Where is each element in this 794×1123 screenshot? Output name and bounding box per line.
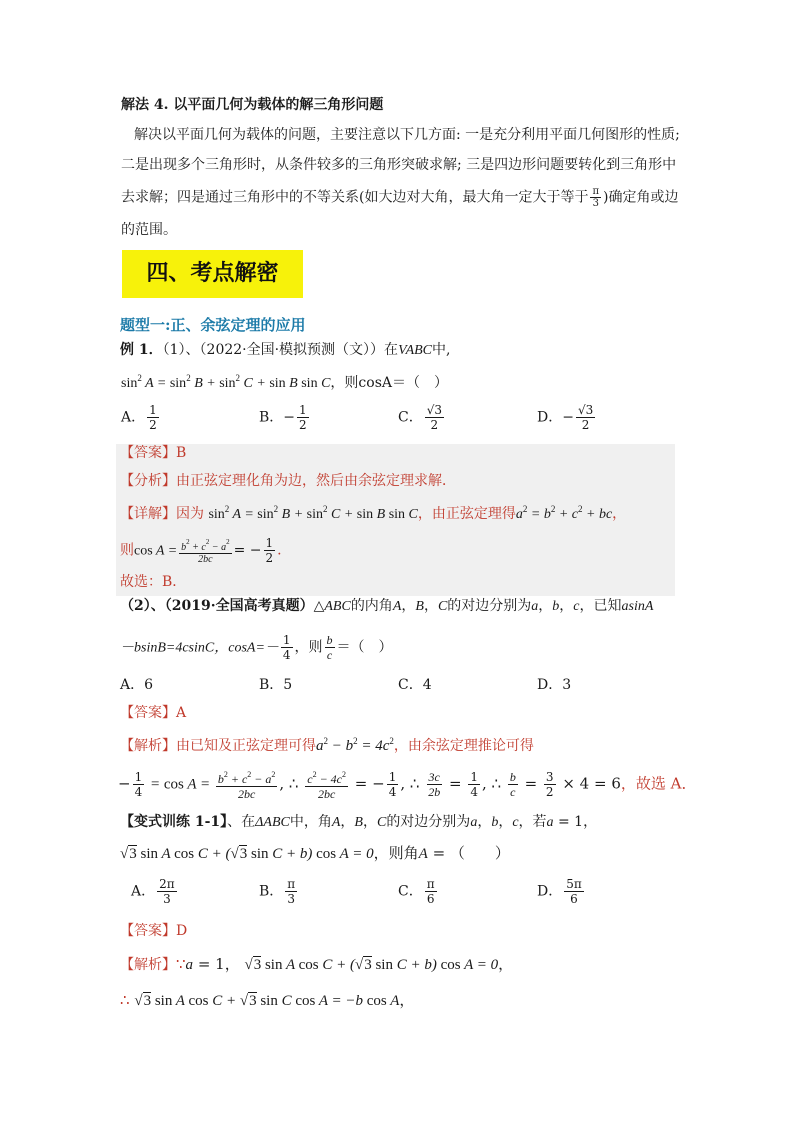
ex2-then: ，则 <box>294 639 323 656</box>
option-key: D． <box>537 677 563 693</box>
analysis-label: 【解析】 <box>120 738 176 754</box>
ex2-line2-text: －bsinB=4csinC，cosA=－ <box>120 640 279 656</box>
fraction-numerator: 2π <box>159 877 175 891</box>
method4-line4: 的范围。 <box>121 222 177 238</box>
var11-line1: 【变式训练 1-1】、在ΔABC中，角A，B，C的对边分别为a，b，c，若a = 1， <box>120 814 598 830</box>
ex1-cosA: cosA＝（ ） <box>358 375 448 391</box>
analysis-text: 由已知及正弦定理可得 <box>176 738 316 754</box>
ex2-line2 <box>120 633 393 662</box>
fraction-numerator: π <box>426 877 435 891</box>
option-fraction <box>564 877 584 906</box>
method4-title: 解法 4. 以平面几何为载体的解三角形问题 <box>121 97 384 113</box>
fraction-denominator: 2 <box>149 418 157 432</box>
ex2-abc: ABC <box>324 599 351 614</box>
ex1-detail: 【详解】因为 $\sin^2 A = \sin^2 B + \sin^2 C + \sin B$ sin C，由正弦定理得$a^2 = b^2 + c^2$ + bc， <box>120 504 627 522</box>
analysis-label: 【分析】 <box>120 473 176 489</box>
ex1-eq-tail: ，则 <box>330 375 359 391</box>
method4-line3-text: 去求解；四是通过三角形中的不等关系(如大边对大角，最大角一定大于等于 <box>121 189 589 206</box>
fraction: $\frac{3c}{2b}$ <box>428 770 441 799</box>
fraction: $\frac{3}{2}$ <box>545 770 554 799</box>
var11-text1: 中，角 <box>289 814 332 830</box>
fraction-numerator: b <box>326 633 333 647</box>
option-key: A． <box>120 677 145 693</box>
var11-analysis: 【解析】∵a = 1， √3 sin A cos C + (√3 sin C + b) cos A = 0， <box>120 955 514 973</box>
method4-line3-tail: )确定角或边 <box>603 189 679 206</box>
option-key: C． <box>398 883 423 900</box>
option-sign: − <box>562 409 574 426</box>
analysis-text-2: ，由余弦定理推论可得 <box>393 738 534 754</box>
ex2-option-c[interactable] <box>398 675 432 695</box>
var11-option-a[interactable] <box>131 877 179 906</box>
ex1-label: 例 1． <box>120 342 163 358</box>
b-over-c-fraction <box>325 633 335 662</box>
method4-line1: 解决以平面几何为载体的问题，主要注意以下几方面: 一是充分利用平面几何图形的性质; <box>134 127 680 143</box>
detail-label: 【详解】 <box>120 506 176 522</box>
ex1-zhong: 中, <box>432 342 451 358</box>
option-value: 4 <box>422 677 432 693</box>
ex2-analysis: 【解析】由已知及正弦定理可得$a^2 - b^2 = 4c^2$，由余弦定理推论可得 <box>120 736 534 754</box>
analysis-text: 由正弦定理化角为边，然后由余弦定理求解． <box>176 473 456 489</box>
var11-option-c[interactable] <box>398 877 439 906</box>
option-fraction <box>147 403 159 432</box>
ex1-option-d[interactable] <box>537 403 597 432</box>
fraction-denominator: 3 <box>163 892 171 906</box>
answer-label: 【答案】 <box>120 923 176 939</box>
ex1-triangle: VABC <box>398 343 433 358</box>
fraction-numerator: 1 <box>299 403 307 417</box>
section-title: 四、考点解密 <box>146 261 279 286</box>
fraction-numerator: 1 <box>282 633 291 647</box>
ex1-option-a[interactable] <box>121 403 161 432</box>
option-value: 3 <box>562 677 572 693</box>
option-fraction <box>297 403 309 432</box>
fraction-numerator: 5π <box>566 877 582 891</box>
fraction-denominator: 3 <box>592 198 599 209</box>
detail-text-2: ，由正弦定理得 <box>417 506 516 522</box>
answer-value: D <box>176 923 188 939</box>
fraction-denominator: 4 <box>282 648 291 662</box>
option-key: A． <box>131 883 156 900</box>
ex2-text1: 的内角 <box>350 598 393 614</box>
fraction: $\frac{c^2 - 4c^2}{2bc}$ <box>307 770 347 801</box>
ex2-paren: ＝（ ） <box>336 639 393 656</box>
fraction-denominator: 6 <box>426 892 435 906</box>
fraction-numerator: √3 <box>577 403 594 417</box>
then-text: 则 <box>120 542 134 559</box>
fraction-denominator: 3 <box>287 892 296 906</box>
fraction: $\frac{b}{c}$ <box>509 770 516 799</box>
ex2-option-d[interactable] <box>537 675 571 695</box>
ex1-choose: 故选：B． <box>120 574 187 590</box>
ex1-option-b[interactable] <box>259 403 311 432</box>
ex2-derivation: − $\frac{1}{4}$ = cos A = $\frac{b^2 + c^2 - a^2}{2bc}$ , ∴ $\frac{c^2 - 4c^2}{2bc}$ = − $\frac{1}{4}$ , ∴ $\frac{3c}{2b}$ = $\frac{1}{4}$ , ∴ $\frac{b}{c}$ = $\frac{3}{2}$ × 4 = 6，故选 A． <box>118 770 697 801</box>
option-key: C． <box>398 409 423 426</box>
ex1-option-c[interactable] <box>398 403 446 432</box>
var11-paren: （ ） <box>449 844 510 862</box>
var11-abc: ΔABC <box>255 815 290 830</box>
pi-over-3-fraction <box>590 186 601 209</box>
var11-head: 、在 <box>227 814 256 830</box>
option-fraction <box>576 403 595 432</box>
fraction-numerator: π <box>592 186 600 197</box>
var11-label: 【变式训练 1-1】 <box>120 814 228 830</box>
var11-text3: ，若 <box>518 814 547 830</box>
ex2-text2: 的对边分别为 <box>447 598 532 614</box>
option-sign: − <box>283 409 296 426</box>
ex2-text3: ，已知 <box>579 598 622 614</box>
analysis-label: 【解析】 <box>120 957 176 973</box>
ex1-analysis <box>120 471 456 491</box>
fraction-numerator: 1 <box>149 403 157 417</box>
ex2-answer <box>120 703 186 723</box>
option-key: B． <box>259 677 284 693</box>
option-fraction <box>425 877 437 906</box>
var11-therefore: ∴ √3 sin A cos C + √3 sin C cos A = −b cos A， <box>120 991 415 1009</box>
var11-text2: 的对边分别为 <box>386 814 471 830</box>
answer-label: 【答案】 <box>120 445 176 461</box>
because-symbol: ∵ <box>176 955 186 973</box>
section-banner <box>122 250 303 298</box>
therefore-symbol: ∴ <box>120 991 130 1009</box>
option-value: 5 <box>283 677 293 693</box>
fraction-denominator: c <box>326 648 333 662</box>
ex2-asinA: asinA <box>621 599 654 614</box>
neg-half-fraction: $\frac{1}{2}$ <box>265 536 274 565</box>
topic-title: 题型一:正、余弦定理的应用 <box>120 316 306 334</box>
option-fraction <box>285 877 297 906</box>
ex2-line1: （2）、（2019·全国高考真题）△ABC的内角A，B，C的对边分别为a，b，c，已知asinA <box>120 598 654 614</box>
answer-label: 【答案】 <box>120 705 176 721</box>
var11-option-d[interactable] <box>537 877 586 906</box>
fraction-numerator: √3 <box>426 403 442 417</box>
option-key: D． <box>537 409 563 426</box>
var11-answer <box>120 921 187 941</box>
ex2-option-b[interactable] <box>259 675 292 695</box>
var11-line2-tail: ，则角 <box>373 844 419 862</box>
option-key: C． <box>398 677 423 693</box>
option-key: B． <box>259 409 284 426</box>
method4-line3 <box>121 186 679 209</box>
var11-line2: √3 sin A cos C + (√3 sin C + b) cos A = 0，则角A = （ ） <box>120 844 510 862</box>
option-key: A． <box>121 409 146 426</box>
ex1-line1 <box>120 340 450 361</box>
option-key: B． <box>259 883 284 900</box>
method4-line2: 二是出现多个三角形时，从条件较多的三角形突破求解; 三是四边形问题要转化到三角形中 <box>121 157 677 173</box>
var11-option-b[interactable] <box>259 877 299 906</box>
fraction-denominator: 2 <box>299 418 307 432</box>
fraction-denominator: 2 <box>430 418 439 432</box>
ex1-equation: $\sin^2 A = \sin^2 B + \sin^2 C + \sin B$ sin C，则cosA＝（ ） <box>121 373 448 391</box>
cosA-fraction: $\frac{b^2 + c^2 - a^2}{2bc}$ <box>181 537 230 565</box>
answer-value: B <box>176 445 187 461</box>
fraction-numerator: π <box>287 877 296 891</box>
fraction: $\frac{1}{4}$ <box>470 770 478 799</box>
fraction: $\frac{b^2 + c^2 - a^2}{2bc}$ <box>217 770 276 801</box>
fraction: $\frac{1}{4}$ <box>134 770 143 799</box>
ex2-conclude: ，故选 A． <box>620 774 697 793</box>
ex2-head: （2）、（2019·全国高考真题）△ <box>120 598 325 614</box>
ex2-option-a[interactable] <box>120 675 153 695</box>
ex1-then-line: 则cos A = $\frac{b^2 + c^2 - a^2}{2bc}$ = − $\frac{1}{2}$ . <box>120 536 282 565</box>
option-value: 6 <box>144 677 154 693</box>
sin-text: sin <box>121 376 138 391</box>
fraction-denominator: 6 <box>570 892 578 906</box>
fraction-denominator: 2 <box>581 418 590 432</box>
fraction: $\frac{1}{4}$ <box>388 770 397 799</box>
ex1-head: （1）、（2022·全国·模拟预测（文））在 <box>162 342 399 358</box>
answer-value: A <box>176 705 187 721</box>
option-fraction <box>425 403 444 432</box>
quarter-fraction <box>281 633 293 662</box>
detail-text: 因为 <box>176 506 204 522</box>
ex1-answer <box>120 443 186 463</box>
option-fraction <box>157 877 177 906</box>
option-key: D． <box>537 883 563 900</box>
detail-text-3: ， <box>612 506 627 522</box>
